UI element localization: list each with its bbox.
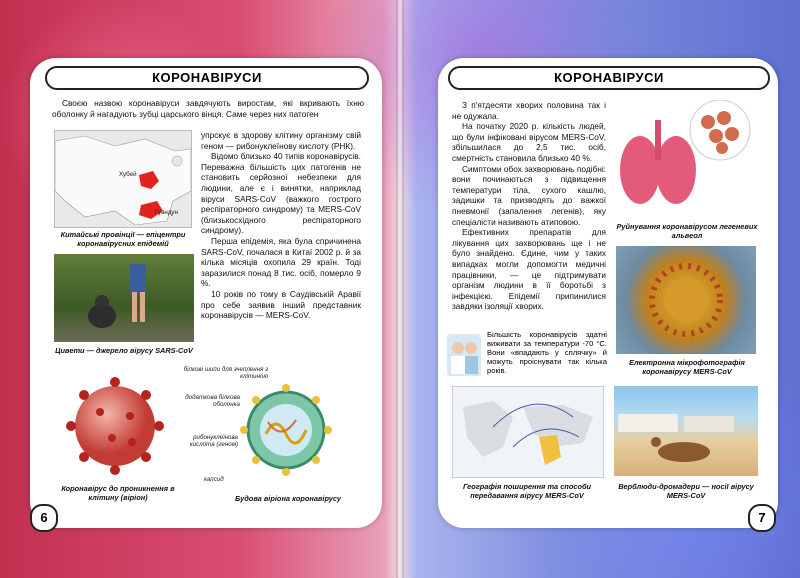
lungs-illustration: [612, 100, 762, 216]
virion-illustration: [60, 372, 170, 480]
micrograph-photo: [616, 246, 756, 354]
page-number-right: 7: [748, 504, 776, 532]
right-page-title: КОРОНАВІРУСИ: [448, 66, 770, 90]
info-box: [447, 330, 607, 382]
mers-world-map: [452, 386, 604, 478]
label-envelope: додаткова білкова оболонка: [185, 394, 240, 408]
book-spine: [396, 0, 404, 578]
caption-civet: Цивети — джерело вірусу SARS-CoV: [55, 346, 193, 355]
caption-lungs: Руйнування коронавірусом легеневих альвеол: [616, 222, 758, 240]
caption-structure: Будова віріона коронавірусу: [234, 494, 342, 503]
map-label-hubei: Хубей: [119, 171, 137, 178]
caption-map: Китайські провінції — епіцентри коронавірусних епідемій: [60, 230, 186, 248]
caption-virion: Коронавірус до проникнення в клітину (віріон): [61, 484, 175, 502]
left-column-text: упрскує в здорову клітину організму свій геном — рибонуклеїнову кислоту (РНК). Відомо близько 40 типів коронавірусів. Переважна більшість цих патогенів не становить серйозної небезпеки для людини, але є і винятки, наприклад віруси SARS-CoV (важкого гострого респіраторного синдрому) та MERS-CoV (близькосхідного респіраторного синдрому). Перша епідемія, яка була спричинена SARS-CoV, почалася в Китаї 2002 р. й за кілька місяців охопила 29 країн. Тоді заразилися понад 8 тис. осіб, померло 9 %. 10 років по тому в Саудівській Аравії про себе заявив інший представник коронавірусів — MERS-CoV.: [201, 130, 361, 321]
doctors-icon: [447, 334, 481, 376]
virion-structure-diagram: [236, 384, 336, 476]
info-box-text: Більшість коронавірусів здатні виживати за температури -70 °C. Вони «впадають у сплячку» й можуть проіснувати так кілька років.: [487, 330, 607, 375]
label-spikes: білкові шипи для зчеплення з клітиною: [183, 366, 268, 380]
label-rna: рибонуклеїнова кислота (геном): [189, 434, 238, 448]
map-label-guangdong: Гуандун: [155, 209, 178, 216]
page-number-left: 6: [30, 504, 58, 532]
left-intro-text: Своєю назвою коронавіруси завдячують виростам, які вкривають їхню оболонку й нагадують зубці царського вінця. Саме через них патоген: [52, 98, 364, 119]
camels-photo: [614, 386, 758, 476]
caption-camels: Верблюди-дромадери — носії вірусу MERS-CoV: [618, 482, 754, 500]
right-column-text: З п'ятдесяти хворих половина так і не одужала. На початку 2020 р. кількість людей, що були інфіковані вірусом MERS-CoV, збільшилася до 2,5 тис. осіб, смертність становила близько 40 %. Симптоми обох захворювань подібні: вони починаються з підвищення температури тіла, сухого кашлю, задишки та призводять до важкої пневмонії (запалення легенів), яку спеціалісти називають атиповою. Ефективних препаратів для лікування цих захворювань ще і не було знайдено. Єдине, чим у таких випадках могли допомогти медичні працівники, — це підтримувати організм людини в її боротьбі з інфекцією. Епідемії припинилися завдяки ізоляції хворих.: [452, 100, 606, 312]
caption-world-map: Географія поширення та способи передавання вірусу MERS-CoV: [462, 482, 592, 500]
label-capsid: капсид: [204, 476, 224, 483]
left-page-title: КОРОНАВІРУСИ: [45, 66, 369, 90]
china-map: [54, 130, 192, 228]
civet-photo: [54, 254, 194, 342]
caption-micrograph: Електронна мікрофотографія коронавірусу MERS-CoV: [629, 358, 745, 376]
